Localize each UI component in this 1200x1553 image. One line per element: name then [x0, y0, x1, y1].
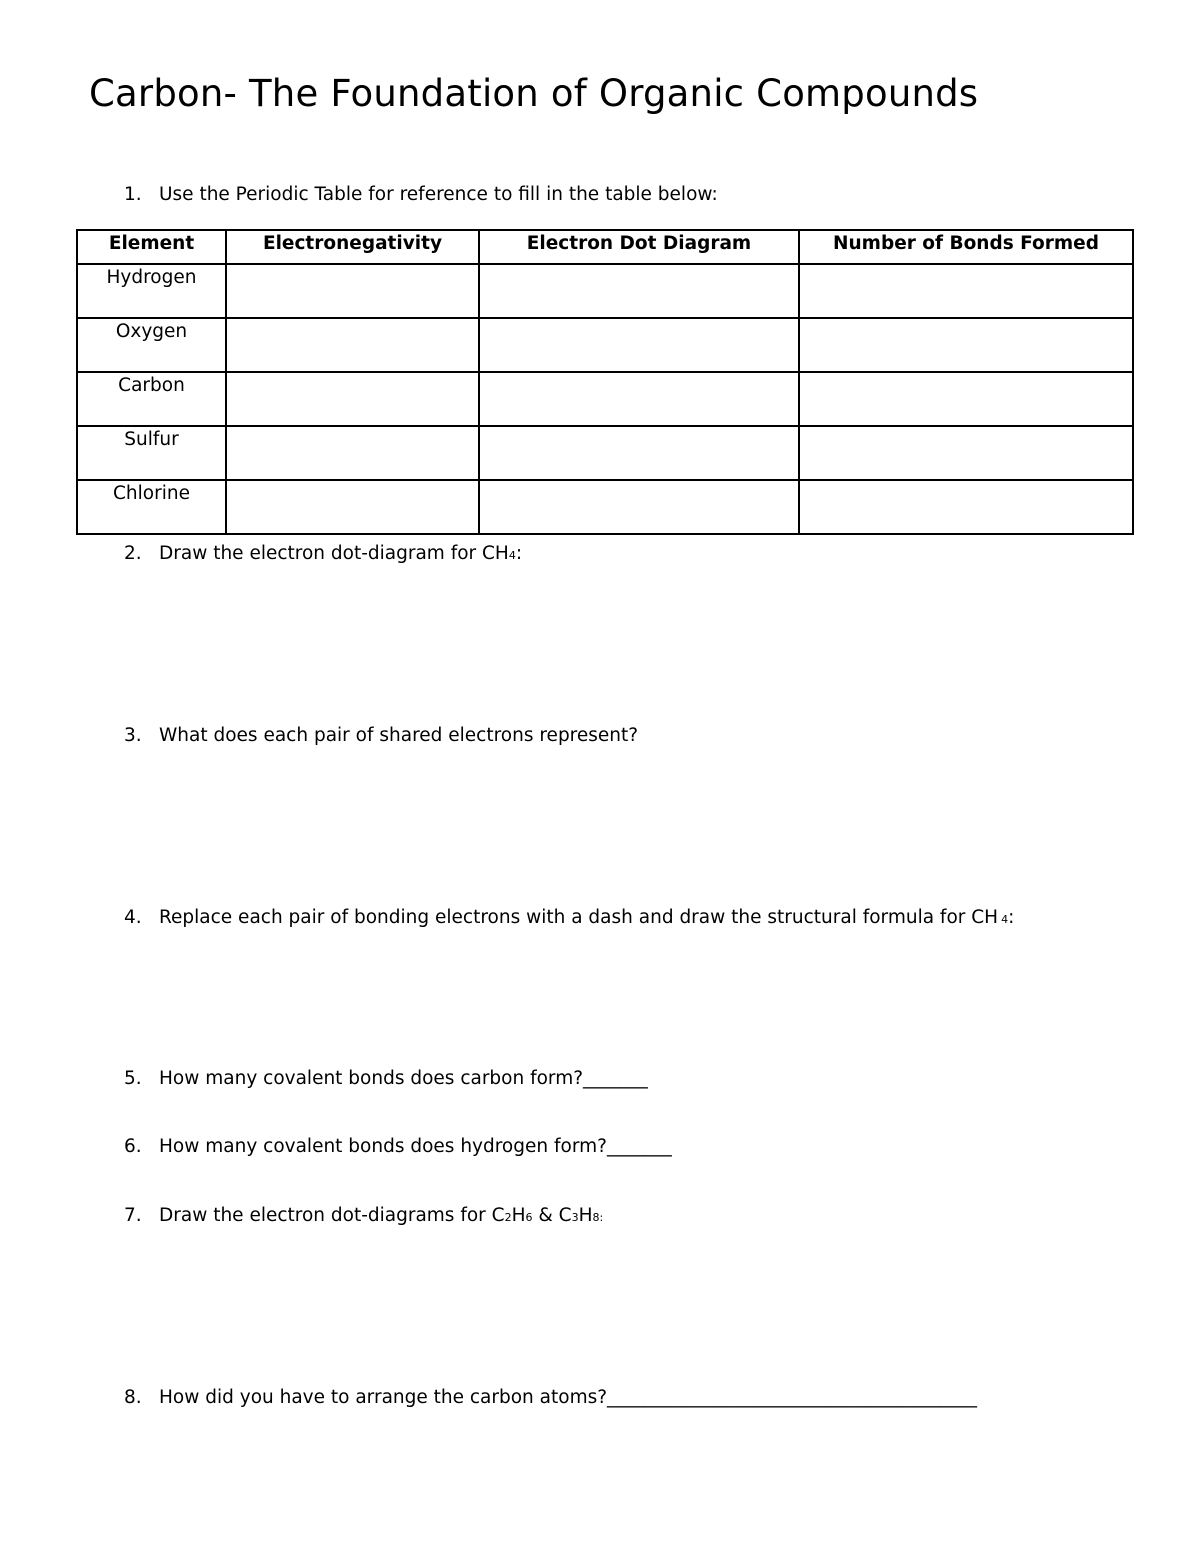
question-text: Use the Periodic Table for reference to fill in the table below: — [159, 184, 718, 205]
electronegativity-answer-cell[interactable] — [226, 426, 479, 480]
bonds-answer-cell[interactable] — [799, 318, 1133, 372]
element-cell: Oxygen — [77, 318, 226, 372]
element-cell: Carbon — [77, 372, 226, 426]
formula-subscript: 4 — [1001, 913, 1009, 926]
table-header-row — [77, 230, 1133, 264]
formula-subscript: 6 — [525, 1211, 533, 1224]
question-number: 3. — [124, 725, 142, 746]
formula-subscript: 8: — [592, 1211, 604, 1224]
question-number: 2. — [124, 543, 142, 564]
dot-diagram-answer-cell[interactable] — [479, 264, 799, 318]
electronegativity-answer-cell[interactable] — [226, 264, 479, 318]
question-text: Draw the electron dot-diagram for CH — [159, 543, 509, 564]
bonds-answer-cell[interactable] — [799, 264, 1133, 318]
formula-subscript: 4 — [508, 549, 516, 562]
formula-part: & C — [532, 1205, 572, 1226]
bonds-answer-cell[interactable] — [799, 426, 1133, 480]
question-2 — [124, 543, 522, 564]
dot-diagram-answer-cell[interactable] — [479, 372, 799, 426]
element-cell: Hydrogen — [77, 264, 226, 318]
bonds-answer-cell[interactable] — [799, 480, 1133, 534]
question-4 — [124, 907, 1014, 928]
question-1 — [124, 184, 718, 205]
table-row — [77, 318, 1133, 372]
question-number: 4. — [124, 907, 142, 928]
formula-part: H — [578, 1205, 593, 1226]
formula-subscript: 3 — [571, 1211, 579, 1224]
question-3 — [124, 725, 638, 746]
question-number: 1. — [124, 184, 142, 205]
question-5 — [124, 1068, 648, 1089]
header-electron-dot-diagram: Electron Dot Diagram — [479, 230, 799, 264]
formula-subscript: 2 — [504, 1211, 512, 1224]
element-cell: Sulfur — [77, 426, 226, 480]
header-number-of-bonds: Number of Bonds Formed — [799, 230, 1133, 264]
question-end: : — [515, 543, 523, 564]
electronegativity-answer-cell[interactable] — [226, 372, 479, 426]
question-text: Replace each pair of bonding electrons with a dash and draw the structural formula for CH — [159, 907, 999, 928]
question-text: How many covalent bonds does hydrogen form?_______ — [159, 1136, 672, 1157]
dot-diagram-answer-cell[interactable] — [479, 318, 799, 372]
question-text: Draw the electron dot-diagrams for C — [159, 1205, 505, 1226]
dot-diagram-answer-cell[interactable] — [479, 426, 799, 480]
question-number: 7. — [124, 1205, 142, 1226]
element-table — [76, 229, 1134, 535]
page-title: Carbon- The Foundation of Organic Compounds — [89, 72, 979, 115]
electronegativity-answer-cell[interactable] — [226, 480, 479, 534]
question-8 — [124, 1387, 977, 1408]
question-number: 6. — [124, 1136, 142, 1157]
question-text: How many covalent bonds does carbon form?_______ — [159, 1068, 648, 1089]
question-number: 5. — [124, 1068, 142, 1089]
dot-diagram-answer-cell[interactable] — [479, 480, 799, 534]
element-cell: Chlorine — [77, 480, 226, 534]
question-text: What does each pair of shared electrons represent? — [159, 725, 639, 746]
electronegativity-answer-cell[interactable] — [226, 318, 479, 372]
table-row — [77, 264, 1133, 318]
table-row — [77, 426, 1133, 480]
question-end: : — [1008, 907, 1015, 928]
table-row — [77, 480, 1133, 534]
formula-part: H — [511, 1205, 526, 1226]
table-row — [77, 372, 1133, 426]
question-number: 8. — [124, 1387, 142, 1408]
question-6 — [124, 1136, 672, 1157]
header-element: Element — [77, 230, 226, 264]
question-7 — [124, 1205, 603, 1226]
question-text: How did you have to arrange the carbon atoms?________________________________________ — [159, 1387, 978, 1408]
bonds-answer-cell[interactable] — [799, 372, 1133, 426]
header-electronegativity: Electronegativity — [226, 230, 479, 264]
